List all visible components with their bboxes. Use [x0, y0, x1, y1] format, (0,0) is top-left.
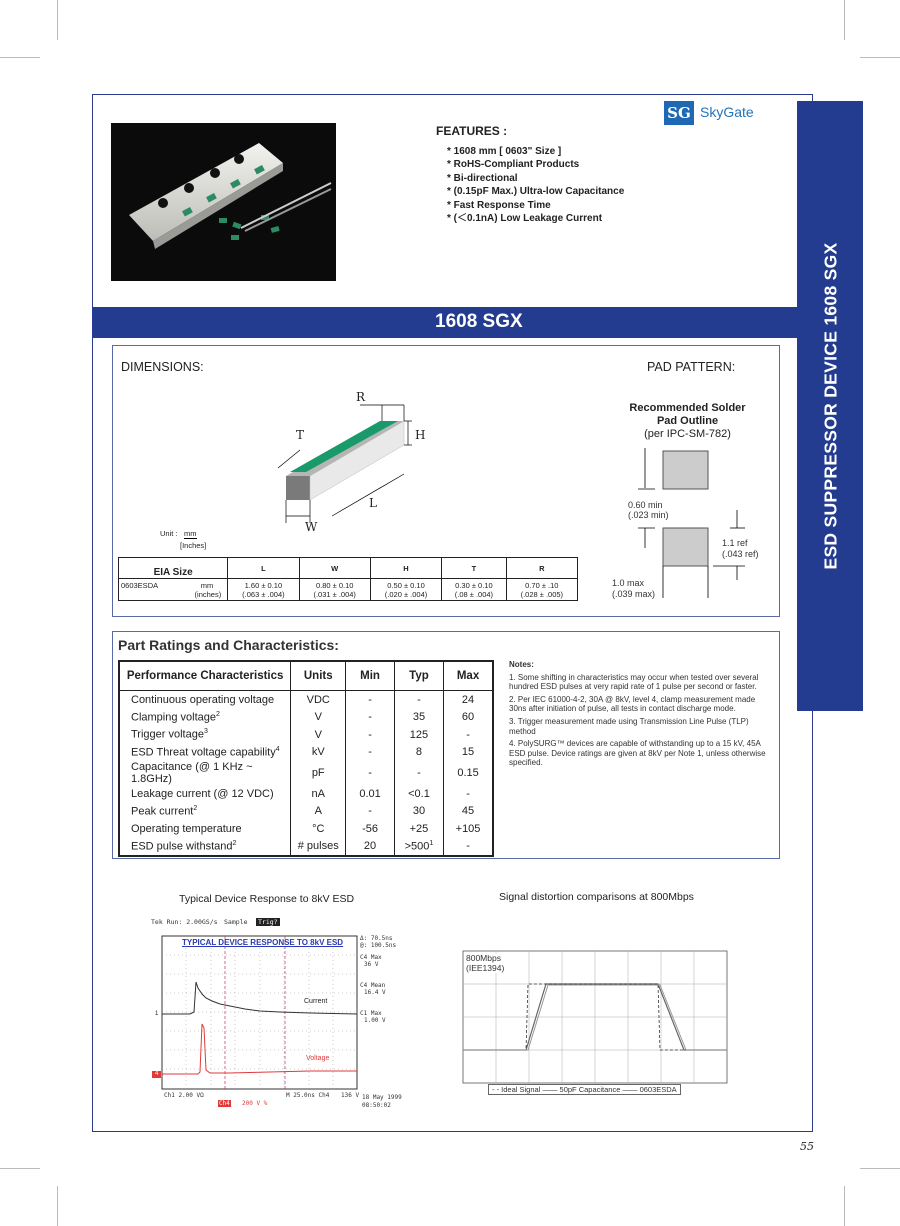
dim-label-w: W — [305, 520, 318, 534]
ratings-cell-text: A — [314, 805, 322, 818]
ratings-cell-text: kV — [311, 746, 325, 759]
eia-col-h: H — [370, 558, 441, 579]
eia-size-table — [118, 557, 578, 601]
ratings-table — [118, 660, 494, 857]
ratings-footnote-ref: 2 — [193, 804, 198, 812]
scope-c1max-value: 1.00 V — [364, 1017, 386, 1024]
dim-label-h: H — [415, 428, 426, 442]
ratings-row — [119, 691, 493, 709]
ratings-cell-name — [119, 820, 291, 838]
ratings-cell-text: <0.1 — [408, 787, 430, 800]
logo-name: SkyGate — [700, 104, 754, 120]
ratings-cell-text: 20 — [363, 840, 377, 853]
eia-mm-h: 0.50 ± 0.10 — [387, 580, 425, 590]
ratings-header: Typ — [394, 661, 443, 691]
scope-trigger-level: 136 V — [341, 1092, 360, 1099]
feature-item: * 1608 mm [ 0603" Size ] — [447, 146, 562, 157]
eia-col-r: R — [506, 558, 577, 579]
ratings-cell-min — [346, 744, 395, 762]
scope-trigger: Trig? — [258, 918, 278, 926]
scope-c4mean-label: C4 Mean — [360, 982, 386, 989]
crop-mark — [0, 1168, 40, 1169]
dim-label-l: L — [369, 496, 377, 510]
ratings-cell-name — [119, 691, 291, 709]
feature-item: * Fast Response Time — [447, 199, 551, 211]
pad-dim-1-mm: 0.60 min — [628, 500, 663, 510]
ratings-cell-min — [346, 785, 395, 803]
ratings-cell-units — [291, 709, 346, 727]
ratings-cell-text: Continuous operating voltage — [131, 693, 275, 706]
ratings-cell-text: Trigger voltage — [131, 729, 204, 742]
eia-mm-label: mm — [200, 580, 214, 590]
ratings-cell-max — [444, 744, 493, 762]
scope-current-label: Current — [304, 998, 328, 1005]
ratings-cell-text: >500 — [404, 840, 430, 853]
crop-mark — [860, 1168, 900, 1169]
signal-caption: Signal distortion comparisons at 800Mbps — [499, 891, 694, 903]
ratings-row — [119, 726, 493, 744]
scope-c4max-value: 36 V — [364, 961, 379, 968]
crop-mark — [860, 57, 900, 58]
model-title: 1608 SGX — [435, 311, 523, 332]
ratings-cell-units — [291, 785, 346, 803]
ratings-cell-units — [291, 726, 346, 744]
ratings-cell-typ — [394, 785, 443, 803]
note-item: 3. Trigger measurement made using Transmission Line Pulse (TLP) method — [509, 716, 749, 736]
ratings-cell-max — [444, 820, 493, 838]
ratings-cell-text: - — [368, 746, 372, 759]
ratings-row — [119, 761, 493, 785]
eia-part-cell — [119, 579, 228, 601]
ratings-cell-name — [119, 761, 291, 785]
ratings-footnote-ref: 2 — [216, 710, 220, 718]
signal-legend: - - Ideal Signal —— 50pF Capacitance —— 0603ESDA — [488, 1084, 681, 1095]
eia-mm-w: 0.80 ± 0.10 — [315, 580, 354, 590]
scope-timebase: M 25.0ns Ch4 — [286, 1092, 330, 1099]
ratings-cell-text: - — [368, 728, 372, 741]
scope-date: 18 May 1999 — [362, 1094, 402, 1101]
ratings-cell-text: 8 — [415, 746, 423, 759]
ratings-row — [119, 709, 493, 727]
scope-c4mean-value: 16.4 V — [364, 989, 386, 996]
ratings-body — [119, 691, 493, 857]
ratings-cell-typ — [394, 709, 443, 727]
ratings-cell-text: VDC — [306, 693, 330, 706]
feature-item: * RoHS-Compliant Products — [447, 159, 580, 171]
ratings-cell-min — [346, 761, 395, 785]
pad-dim-2-mm: 1.1 ref — [722, 538, 748, 548]
ratings-cell-text: 35 — [412, 711, 426, 724]
ratings-cell-units — [291, 761, 346, 785]
pad-dim-2-in: (.043 ref) — [722, 549, 759, 559]
eia-val-r — [506, 579, 577, 601]
eia-val-l — [228, 579, 299, 601]
crop-mark — [844, 0, 845, 40]
eia-part: 0603ESDA — [121, 580, 159, 590]
eia-in-h: (.020 ± .004) — [384, 589, 428, 599]
ratings-cell-units — [291, 820, 346, 838]
ratings-cell-typ — [394, 838, 443, 857]
ratings-cell-units — [291, 803, 346, 821]
signal-label — [466, 953, 504, 973]
ratings-cell-text: 24 — [461, 693, 475, 706]
eia-in-t: (.08 ± .004) — [454, 589, 494, 599]
eia-size-label: EIA Size — [119, 558, 228, 579]
ratings-footnote-ref: 2 — [232, 839, 237, 847]
ratings-cell-text: 30 — [412, 805, 426, 818]
page-number: 55 — [800, 1140, 814, 1153]
scope-time: 08:50:02 — [362, 1102, 391, 1109]
ratings-cell-max — [444, 709, 493, 727]
ratings-cell-max — [444, 803, 493, 821]
ratings-cell-text: Capacitance (@ 1 KHz ~ 1.8GHz) — [131, 761, 253, 785]
crop-mark — [844, 1186, 845, 1226]
ratings-cell-text: 125 — [409, 728, 429, 741]
feature-item: * (0.15pF Max.) Ultra-low Capacitance — [447, 186, 625, 198]
ratings-cell-name — [119, 709, 291, 727]
ratings-cell-typ — [394, 726, 443, 744]
notes-title: Notes: — [509, 660, 534, 669]
ratings-cell-text: -56 — [362, 822, 378, 835]
ratings-notes — [509, 660, 774, 771]
logo-mark: SG — [664, 101, 694, 125]
eia-mm-t: 0.30 ± 0.10 — [455, 580, 493, 590]
ratings-cell-text: ESD Threat voltage capability — [131, 746, 276, 759]
ratings-cell-units — [291, 838, 346, 857]
ratings-cell-text: Clamping voltage — [131, 711, 216, 724]
ratings-cell-min — [346, 820, 395, 838]
pad-pattern-title: PAD PATTERN: — [647, 360, 736, 374]
ratings-footnote-ref: 1 — [429, 839, 434, 847]
tape-reel-illustration — [111, 123, 336, 281]
ratings-header: Max — [444, 661, 493, 691]
scope-readouts — [360, 935, 396, 1024]
ratings-cell-max — [444, 838, 493, 857]
ratings-cell-typ — [394, 803, 443, 821]
eia-in-l: (.063 ± .004) — [242, 589, 285, 599]
ratings-cell-min — [346, 709, 395, 727]
ratings-cell-max — [444, 726, 493, 744]
ratings-header: Units — [291, 661, 346, 691]
note-item: 2. Per IEC 61000-4-2, 30A @ 8kV, level 4, clamp measurement made 30ns after initiation of pulse, all tests in contact discharge mode. — [509, 694, 756, 714]
pad-pattern-drawing — [605, 448, 775, 598]
ratings-cell-typ — [394, 820, 443, 838]
eia-val-h — [370, 579, 441, 601]
ratings-row — [119, 820, 493, 838]
unit-mm: mm — [184, 529, 197, 538]
crop-mark — [57, 0, 58, 40]
ratings-cell-text: # pulses — [297, 840, 339, 853]
scope-marker-4: 4 — [155, 1071, 159, 1077]
features-title: FEATURES : — [436, 124, 508, 138]
scope-voltage-label: Voltage — [306, 1055, 330, 1062]
eia-in-label: (inches) — [194, 589, 222, 599]
side-title: ESD SUPPRESSOR DEVICE 1608 SGX — [820, 242, 841, 570]
ratings-cell-text: 0.01 — [359, 787, 381, 800]
scope-marker-1: 1 — [155, 1011, 159, 1017]
pad-recommendation — [610, 402, 765, 441]
ratings-row — [119, 803, 493, 821]
ratings-cell-text: Leakage current (@ 12 VDC) — [131, 787, 274, 800]
ratings-cell-typ — [394, 761, 443, 785]
ratings-cell-max — [444, 785, 493, 803]
ratings-cell-text: ESD pulse withstand — [131, 840, 233, 853]
signal-label-rate: 800Mbps — [466, 953, 501, 963]
unit-label: Unit : — [160, 529, 178, 538]
ratings-footnote-ref: 4 — [275, 745, 280, 753]
unit-inches: [Inches] — [180, 541, 207, 550]
ratings-cell-text: 60 — [461, 711, 475, 724]
scope-ch4-scale: 200 V % — [242, 1100, 268, 1107]
ratings-cell-units — [291, 744, 346, 762]
ratings-cell-text: - — [417, 693, 421, 706]
pad-dim-3 — [612, 578, 655, 600]
ratings-cell-min — [346, 691, 395, 709]
pad-rec-line2: Pad Outline — [656, 415, 719, 427]
ratings-cell-text: °C — [312, 822, 325, 835]
note-item: 4. PolySURG™ devices are capable of withstanding up to a 15 kV, 45A ESD pulse. Device ratings are given at 8kV per Note 1, unless otherwise specified. — [509, 739, 766, 768]
ratings-cell-min — [346, 838, 395, 857]
ratings-header: Performance Characteristics — [119, 661, 291, 691]
pad-dim-1 — [628, 500, 669, 520]
scope-delta-1: Δ: 70.5ns — [360, 935, 393, 942]
pad-dim-2 — [722, 538, 759, 560]
scope-c4max-label: C4 Max — [360, 954, 382, 961]
eia-val-t — [442, 579, 506, 601]
ratings-cell-name — [119, 803, 291, 821]
ratings-header: Min — [346, 661, 395, 691]
ratings-cell-name — [119, 726, 291, 744]
ratings-cell-name — [119, 744, 291, 762]
eia-mm-l: 1.60 ± 0.10 — [244, 580, 283, 590]
ratings-cell-text: pF — [311, 767, 325, 779]
ratings-cell-name — [119, 838, 291, 857]
ratings-cell-text: V — [314, 728, 322, 741]
feature-item: * Bi-directional — [447, 172, 518, 184]
eia-val-w — [299, 579, 370, 601]
ratings-cell-min — [346, 726, 395, 744]
scope-ch1: Ch1 2.00 VΩ — [164, 1092, 204, 1099]
ratings-cell-text: +25 — [409, 822, 429, 835]
pad-dim-3-mm: 1.0 max — [612, 578, 645, 588]
pad-rec-line3: (per IPC-SM-782) — [644, 428, 731, 440]
eia-in-r: (.028 ± .005) — [520, 589, 564, 599]
dim-label-r: R — [356, 390, 366, 404]
ratings-cell-typ — [394, 691, 443, 709]
ratings-row — [119, 785, 493, 803]
ratings-row — [119, 838, 493, 857]
dim-label-t: T — [296, 428, 305, 442]
pad-dim-1-in: (.023 min) — [628, 510, 669, 520]
ratings-cell-text: 45 — [461, 805, 475, 818]
ratings-cell-text: 15 — [461, 746, 475, 759]
scope-title: TYPICAL DEVICE RESPONSE TO 8kV ESD — [182, 938, 344, 947]
features-list — [447, 145, 624, 225]
pad-rec-line1: Recommended Solder — [629, 402, 746, 414]
ratings-row — [119, 744, 493, 762]
dimensions-title: DIMENSIONS: — [121, 360, 204, 374]
eia-col-t: T — [442, 558, 506, 579]
ratings-cell-text: - — [368, 767, 372, 779]
ratings-cell-min — [346, 803, 395, 821]
ratings-cell-typ — [394, 744, 443, 762]
ratings-cell-text: 0.15 — [457, 767, 479, 779]
ratings-cell-text: - — [466, 787, 470, 800]
ratings-cell-text: Operating temperature — [131, 822, 242, 835]
ratings-footnote-ref: 3 — [203, 728, 208, 736]
eia-mm-r: 0.70 ± .10 — [525, 580, 559, 590]
ratings-cell-text: - — [466, 728, 470, 741]
scope-c1max-label: C1 Max — [360, 1010, 382, 1017]
ratings-cell-text: - — [368, 693, 372, 706]
eia-in-w: (.031 ± .004) — [313, 589, 356, 599]
ratings-cell-max — [444, 761, 493, 785]
ratings-title: Part Ratings and Characteristics: — [118, 637, 339, 653]
ratings-cell-name — [119, 785, 291, 803]
scope-ch4: Ch4 — [219, 1100, 230, 1107]
eia-col-w: W — [299, 558, 370, 579]
product-photo — [111, 123, 336, 281]
ratings-cell-text: +105 — [455, 822, 481, 835]
crop-mark — [0, 57, 40, 58]
crop-mark — [57, 1186, 58, 1226]
ratings-cell-text: - — [368, 805, 372, 818]
scope-caption: Typical Device Response to 8kV ESD — [179, 893, 355, 905]
ratings-cell-text: - — [417, 767, 421, 779]
ratings-cell-text: - — [466, 840, 470, 853]
scope-delta-2: @: 100.5ns — [360, 942, 397, 949]
pad-dim-3-in: (.039 max) — [612, 589, 656, 599]
scope-run-status: Tek Run: 2.00GS/s — [151, 918, 218, 926]
scope-timestamp — [362, 1094, 402, 1110]
ratings-cell-text: nA — [311, 787, 325, 800]
note-item: 1. Some shifting in characteristics may occur when tested over several hundred ESD pulses at very rapid rate of 1 pulse per second or faster. — [509, 672, 759, 692]
chip-dimension-drawing — [270, 388, 440, 538]
ratings-cell-text: Peak current — [131, 805, 194, 818]
scope-sample: Sample — [224, 918, 248, 926]
ratings-cell-text: V — [314, 711, 322, 724]
ratings-cell-text: - — [368, 711, 372, 724]
signal-label-standard: (IEE1394) — [466, 963, 505, 973]
eia-col-l: L — [228, 558, 299, 579]
ratings-cell-units — [291, 691, 346, 709]
feature-item: * (＜0.1nA) Low Leakage Current — [447, 213, 603, 225]
ratings-cell-max — [444, 691, 493, 709]
